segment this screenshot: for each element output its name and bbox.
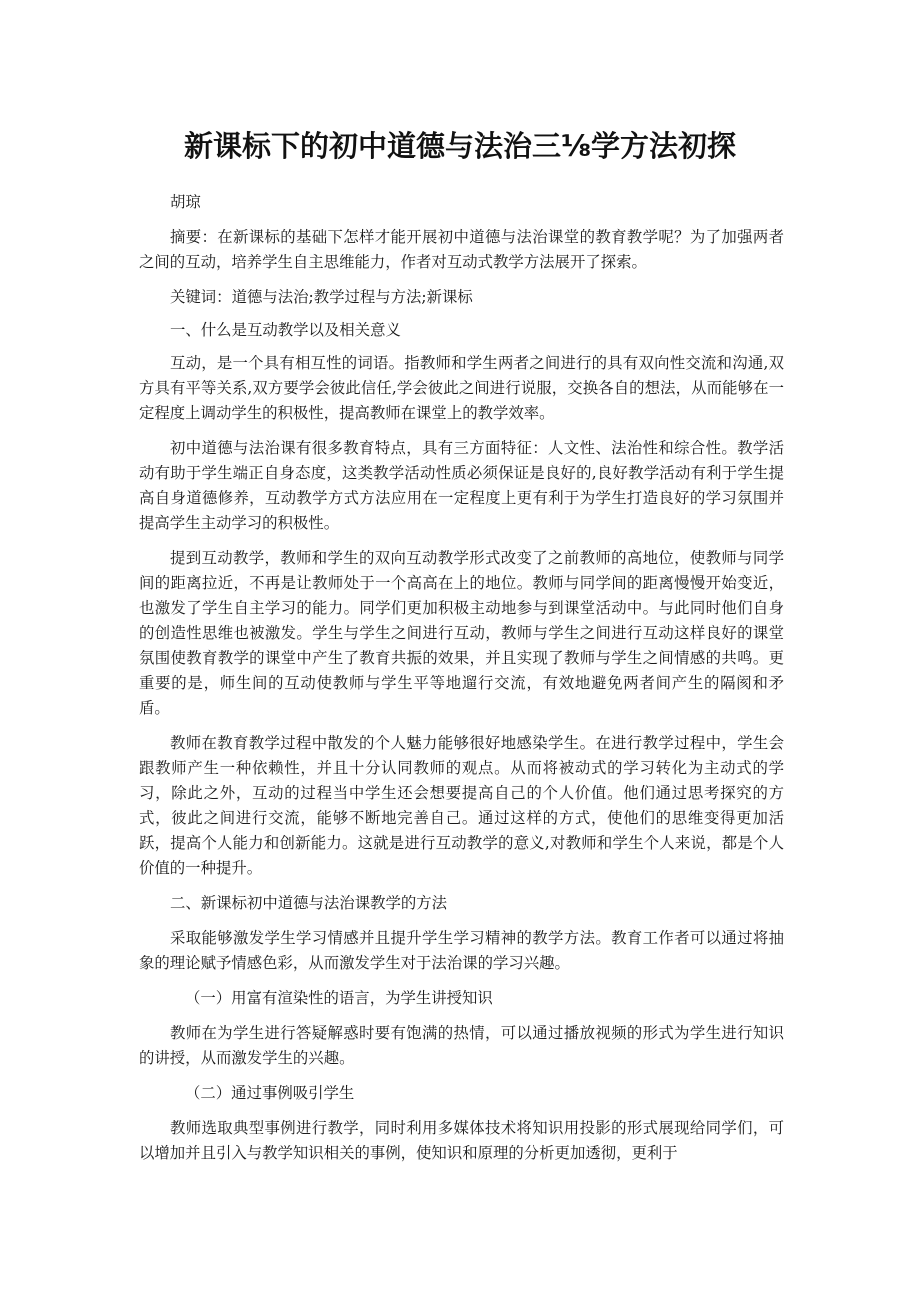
subsection-heading-2: （二）通过事例吸引学生 [185, 1084, 355, 1102]
author: 胡琼 [170, 193, 201, 211]
paragraph: 采取能够激发学生学习情感并且提升学生学习精神的教学方法。教育工作者可以通过将抽象的理论赋予情感色彩，从而激发学生对于法治课的学习兴趣。 [139, 929, 784, 972]
paragraph: 初中道德与法治课有很多教育特点，具有三方面特征：人文性、法治性和综合性。教学活动有助于学生端正自身态度，这类教学活动性质必须保证是良好的,良好教学活动有利于学生提高自身道德修养，互动教学方式方法应用在一定程度上更有利于为学生打造良好的学习氛围并提高学生主动学习的积极性。 [139, 439, 784, 532]
paragraph: 互动，是一个具有相互性的词语。指教师和学生两者之间进行的具有双向性交流和沟通,双方具有平等关系,双方要学会彼此信任,学会彼此之间进行说服，交换各自的想法，从而能够在一定程度上调动学生的积极性，提高教师在课堂上的教学效率。 [139, 354, 784, 422]
section-heading-1: 一、什么是互动教学以及相关意义 [170, 321, 401, 339]
subsection-heading-1: （一）用富有渲染性的语言，为学生讲授知识 [185, 989, 493, 1007]
paragraph: 教师在教育教学过程中散发的个人魅力能够很好地感染学生。在进行教学过程中，学生会跟教师产生一种依赖性，并且十分认同教师的观点。从而将被动式的学习转化为主动式的学习，除此之外，互动的过程当中学生还会想要提高自己的个人价值。他们通过思考探究的方式，彼此之间进行交流，能够不断地完善自己。通过这样的方式，使他们的思维变得更加活跃，提高个人能力和创新能力。这就是进行互动教学的意义,对教师和学生个人来说，都是个人价值的一种提升。 [139, 734, 784, 877]
document-body [139, 190, 784, 1166]
paragraph: 教师在为学生进行答疑解惑时要有饱满的热情，可以通过播放视频的形式为学生进行知识的讲授，从而激发学生的兴趣。 [139, 1024, 784, 1067]
section-heading-2: 二、新课标初中道德与法治课教学的方法 [170, 894, 448, 912]
paragraph: 提到互动教学，教师和学生的双向互动教学形式改变了之前教师的高地位，使教师与同学间的距离拉近，不再是让教师处于一个高高在上的地位。教师与同学间的距离慢慢开始变近，也激发了学生自主学习的能力。同学们更加积极主动地参与到课堂活动中。与此同时他们自身的创造性思维也被激发。学生与学生之间进行互动，教师与学生之间进行互动这样良好的课堂氛围使教育教学的课堂中产生了教育共振的效果，并且实现了教师与学生之间情感的共鸣。更重要的是，师生间的互动使教师与学生平等地遛行交流，有效地避免两者间产生的隔阂和矛盾。 [139, 549, 784, 717]
document-title: 新课标下的初中道德与法治三⅛学方法初探 [183, 129, 737, 163]
abstract: 摘要：在新课标的基础下怎样才能开展初中道德与法治课堂的教育教学呢？为了加强两者之间的互动，培养学生自主思维能力，作者对互动式教学方法展开了探索。 [139, 228, 784, 271]
paragraph: 教师选取典型事例进行教学，同时利用多媒体技术将知识用投影的形式展现给同学们，可以增加并且引入与教学知识相关的事例，使知识和原理的分析更加透彻，更利于 [139, 1119, 784, 1162]
keywords: 关键词：道德与法治;教学过程与方法;新课标 [170, 288, 473, 306]
